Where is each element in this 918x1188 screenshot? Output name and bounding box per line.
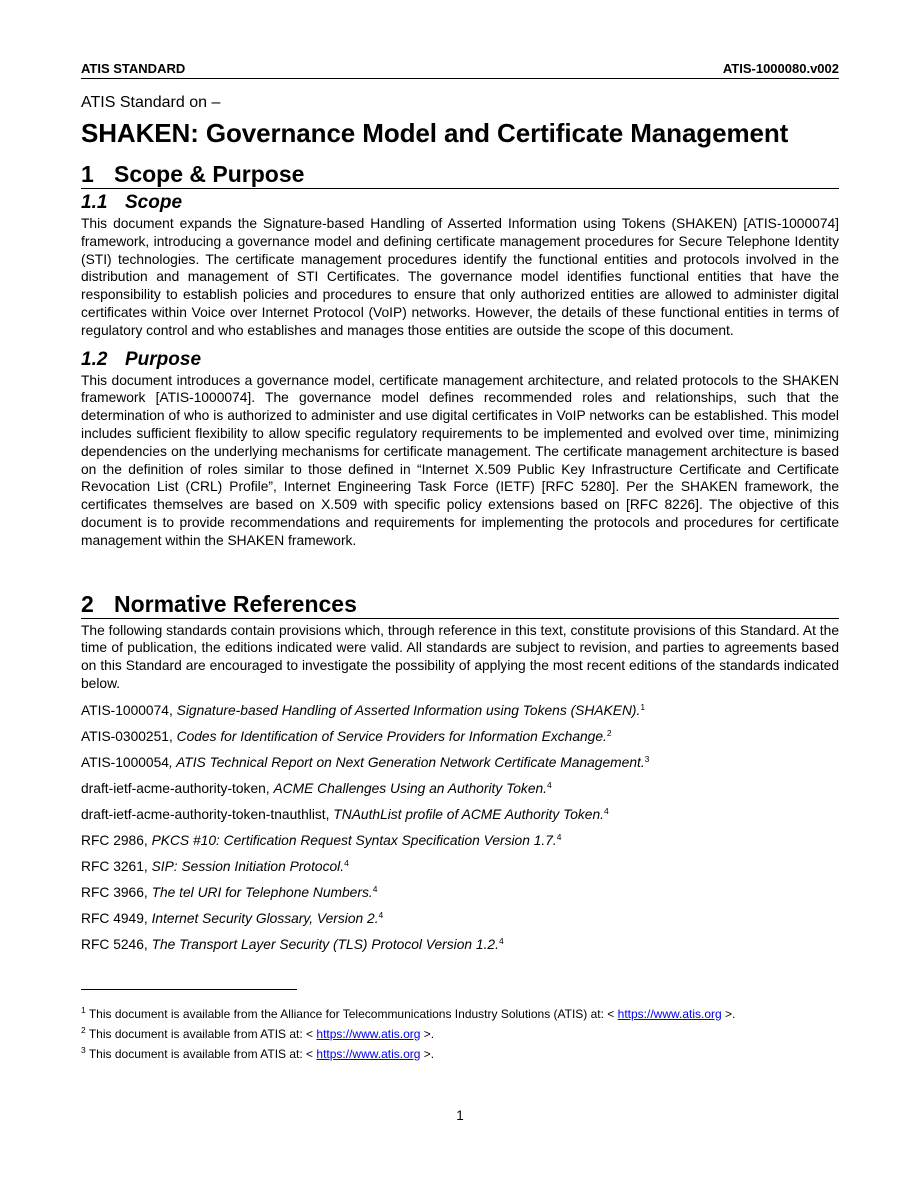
subsection-number: 1.1 (81, 192, 108, 213)
footnote-marker: 4 (498, 935, 504, 946)
subsection-heading-scope (81, 191, 839, 215)
page-number: 1 (456, 1108, 464, 1123)
subsection-title: Purpose (125, 348, 202, 370)
reference-id: draft-ietf-acme-authority-token (81, 780, 266, 796)
reference-id: ATIS-0300251 (81, 728, 169, 744)
reference-entry (81, 884, 839, 901)
reference-title: SIP: Session Initiation Protocol. (151, 858, 345, 874)
reference-list (81, 702, 839, 953)
footnote-text: This document is available from the Alliance for Telecommunications Industry Solutions (ATIS) at: < (85, 1006, 618, 1021)
footnote (81, 1044, 839, 1061)
reference-entry (81, 910, 839, 927)
footnote-text-end: >. (721, 1006, 736, 1021)
normative-references-intro: The following standards contain provisions which, through reference in this text, constitute provisions of this Standard. At the time of publication, the editions indicated were valid. All standards are subject to revision, and parties to agreements based on this Standard are encouraged to investigate the possibility of applying the most recent editions of the standards indicated below. (81, 622, 839, 691)
section-title: Normative References (114, 590, 357, 617)
reference-title: The Transport Layer Security (TLS) Protocol Version 1.2. (151, 936, 499, 952)
section-number: 1 (81, 161, 94, 187)
reference-id: RFC 5246 (81, 936, 144, 952)
reference-separator: , (143, 936, 152, 952)
footnote-marker: 4 (604, 805, 609, 816)
header-right: ATIS-1000080.v002 (722, 61, 839, 76)
reference-id: RFC 4949 (81, 910, 144, 926)
footnote-link[interactable]: https://www.atis.org (316, 1046, 421, 1061)
reference-title: PKCS #10: Certification Request Syntax Specification Version 1.7. (151, 832, 557, 848)
footnote-marker: 4 (372, 883, 378, 894)
reference-separator: , (143, 910, 152, 926)
footnote-marker: 4 (556, 831, 562, 842)
footnote-marker: 4 (547, 779, 552, 790)
footnote (81, 1024, 839, 1041)
section-heading-normative-references (81, 590, 839, 619)
reference-title: TNAuthList profile of ACME Authority Token. (333, 806, 604, 822)
scope-paragraph: This document expands the Signature-based Handling of Asserted Information using Tokens (SHAKEN) [ATIS-1000074] framework, introducing a governance model and defining certificate management procedures for Secure Telephone Identity (STI) technologies. The certificate management procedures identify the functional entities and protocols involved in the distribution and management of STI Certificates. The governance model identifies functional entities that have the responsibility to establish policies and procedures to ensure that only authorized entities are allowed to administer digital certificates within Voice over Internet Protocol (VoIP) networks. However, the details of these functional entities in terms of regulatory control and who establishes and manages those entities are outside the scope of this document. (81, 216, 839, 338)
footnote (81, 1004, 839, 1021)
reference-separator: , (143, 858, 152, 874)
footnote-text: This document is available from ATIS at: < (85, 1026, 317, 1041)
reference-title: , ATIS Technical Report on Next Generation Network Certificate Management. (168, 754, 645, 770)
subsection-heading-purpose (81, 348, 839, 372)
reference-entry (81, 936, 839, 953)
reference-id: draft-ietf-acme-authority-token-tnauthlist (81, 806, 326, 822)
section-title: Scope & Purpose (114, 161, 305, 187)
reference-entry (81, 754, 839, 771)
reference-entry (81, 832, 839, 849)
running-header (81, 60, 839, 79)
reference-separator: , (143, 884, 152, 900)
footnote-list (81, 1004, 839, 1061)
reference-id: RFC 3261 (81, 858, 144, 874)
footnote-link[interactable]: https://www.atis.org (316, 1026, 421, 1041)
reference-separator: , (168, 728, 177, 744)
reference-separator: , (325, 806, 334, 822)
reference-title: Codes for Identification of Service Providers for Information Exchange. (176, 728, 607, 744)
footnote-link[interactable]: https://www.atis.org (617, 1006, 722, 1021)
subsection-number: 1.2 (81, 348, 108, 370)
footnote-text-end: >. (420, 1026, 435, 1041)
section-number: 2 (81, 590, 94, 617)
reference-entry (81, 806, 839, 823)
section-heading-scope-purpose (81, 160, 839, 189)
reference-entry (81, 858, 839, 875)
reference-id: ATIS-1000074 (81, 702, 169, 718)
header-left: ATIS STANDARD (81, 61, 186, 76)
footnote-separator (81, 989, 297, 990)
reference-title: The tel URI for Telephone Numbers. (151, 884, 373, 900)
document-title: SHAKEN: Governance Model and Certificate Management (81, 118, 789, 148)
reference-separator: , (143, 832, 152, 848)
document-pre-title: ATIS Standard on – (81, 94, 221, 111)
reference-title: ACME Challenges Using an Authority Token. (273, 780, 547, 796)
subsection-title: Scope (125, 192, 183, 213)
footnote-marker: 1 (640, 701, 646, 712)
reference-id: RFC 2986 (81, 832, 144, 848)
reference-separator: , (168, 702, 177, 718)
footnote-marker: 2 (606, 727, 612, 738)
footnote-number: 2 (81, 1024, 86, 1035)
reference-id: RFC 3966 (81, 884, 144, 900)
footnote-text: This document is available from ATIS at: < (85, 1046, 317, 1061)
reference-title: Internet Security Glossary, Version 2. (151, 910, 379, 926)
footnote-marker: 3 (644, 753, 650, 764)
document-page (81, 60, 839, 1061)
reference-entry (81, 780, 839, 797)
footnote-marker: 4 (344, 857, 349, 868)
footnote-number: 3 (81, 1044, 86, 1055)
reference-entry (81, 702, 839, 719)
reference-id: ATIS-1000054 (81, 754, 169, 770)
footnote-number: 1 (81, 1004, 86, 1015)
footnote-marker: 4 (378, 909, 384, 920)
reference-entry (81, 728, 839, 745)
purpose-paragraph: This document introduces a governance model, certificate management architecture, and related protocols to the SHAKEN framework [ATIS-1000074]. The governance model defines recommended roles and relationships, such that the determination of who is authorized to administer and use digital certificates in VoIP networks can be established. This model includes sufficient flexibility to allow specific regulatory requirements to be implemented and evolved over time, minimizing dependencies on the underlying mechanisms for certificate management. The certificate management architecture is based on the definition of roles similar to those defined in “Internet X.509 Public Key Infrastructure Certificate and Certificate Revocation List (CRL) Profile”, Internet Engineering Task Force (IETF) [RFC 5280]. Per the SHAKEN framework, the certificates themselves are based on X.509 with specific policy extensions based on [RFC 8226]. The objective of this document is to provide recommendations and requirements for implementing the protocols and procedures for certificate management within the SHAKEN framework. (81, 372, 839, 548)
reference-separator: , (265, 780, 274, 796)
reference-title: Signature-based Handling of Asserted Information using Tokens (SHAKEN). (176, 702, 641, 718)
footnote-text-end: >. (420, 1046, 435, 1061)
